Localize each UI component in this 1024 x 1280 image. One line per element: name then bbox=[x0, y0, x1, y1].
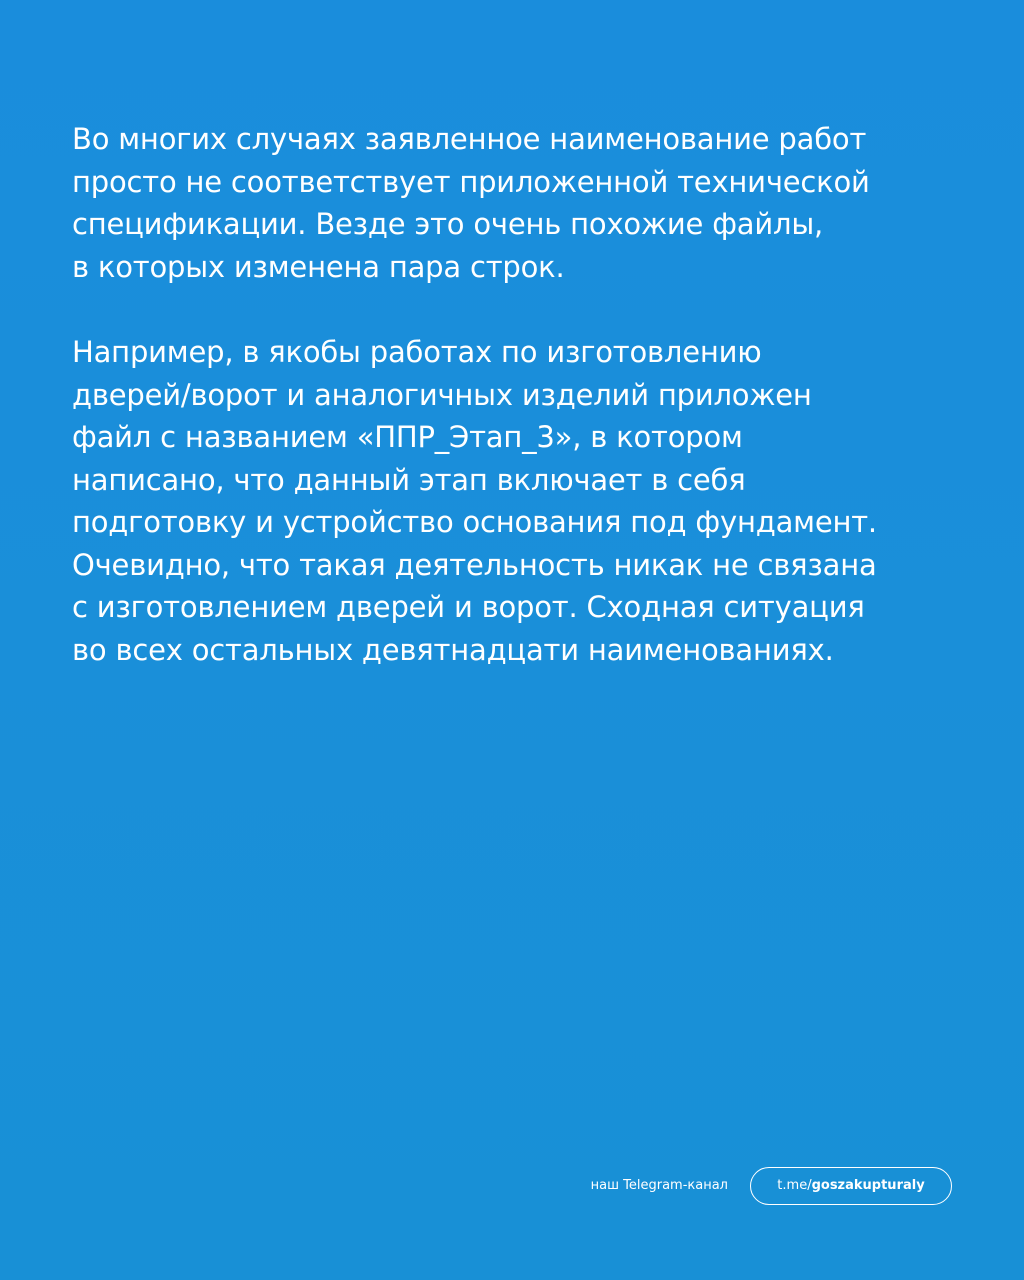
link-handle: goszakupturaly bbox=[811, 1178, 925, 1193]
telegram-channel-label: наш Telegram-канал bbox=[590, 1178, 728, 1193]
text-line: Очевидно, что такая деятельность никак не связана bbox=[72, 547, 877, 582]
text-line: написано, что данный этап включает в себя bbox=[72, 462, 746, 497]
text-line: с изготовлением дверей и ворот. Сходная ситуация bbox=[72, 590, 865, 624]
text-line: просто не соответствует приложенной технической bbox=[72, 164, 870, 199]
text-line: дверей/ворот и аналогичных изделий приложен bbox=[72, 377, 812, 412]
text-line: спецификации. Везде это очень похожие файлы, bbox=[72, 207, 824, 241]
text-line: Например, в якобы работах по изготовлению bbox=[72, 335, 762, 369]
text-line: подготовку и устройство основания под фундамент. bbox=[72, 505, 877, 539]
text-line: Во многих случаях заявленное наименование работ bbox=[72, 122, 867, 156]
body-text bbox=[72, 118, 972, 671]
link-prefix: t.me/ bbox=[777, 1178, 812, 1193]
paragraph-1 bbox=[72, 118, 972, 288]
footer bbox=[0, 1166, 1024, 1206]
text-line: в которых изменена пара строк. bbox=[72, 249, 565, 284]
telegram-link-button[interactable] bbox=[750, 1167, 952, 1205]
text-line: во всех остальных девятнадцати наименованиях. bbox=[72, 632, 834, 667]
paragraph-2 bbox=[72, 331, 972, 671]
text-line: файл с названием «ППР_Этап_3», в котором bbox=[72, 420, 743, 454]
